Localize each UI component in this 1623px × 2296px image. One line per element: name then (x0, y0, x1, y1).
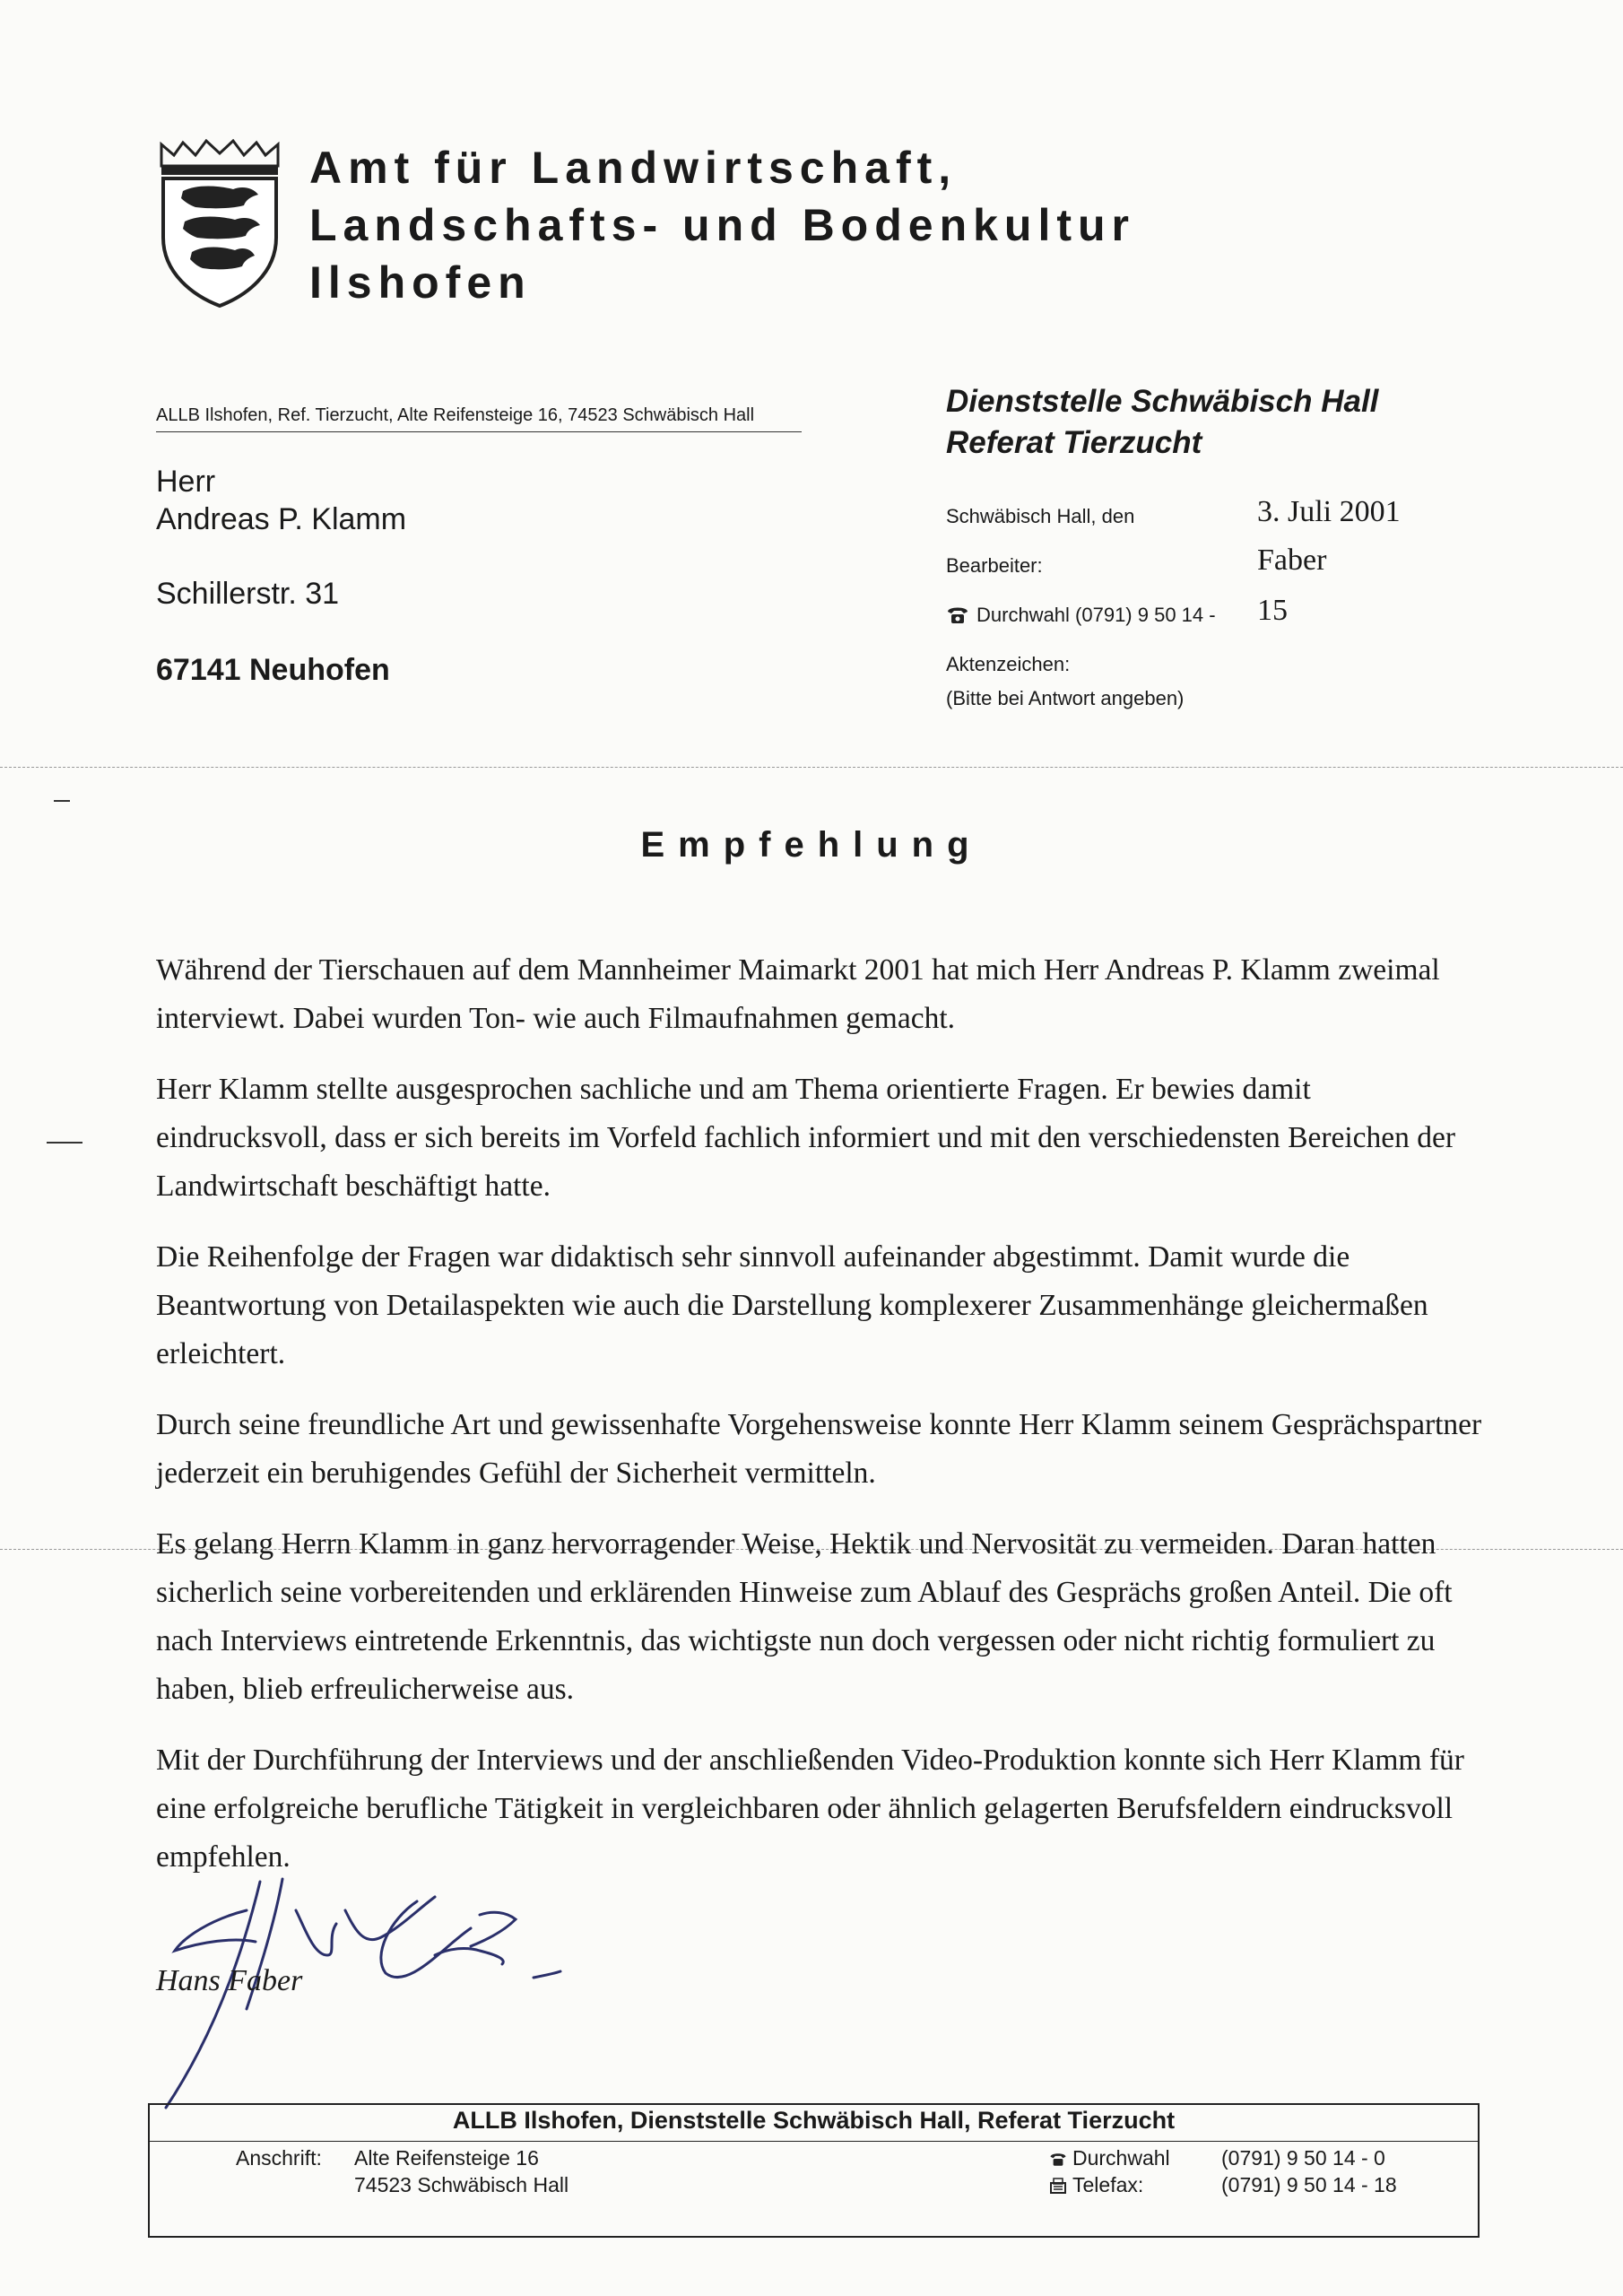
body-paragraph-6: Mit der Durchführung der Interviews und der anschließenden Video-Produktion konnte sich Herr Klamm für eine erfolgreiche berufliche Tätigkeit in vergleichbaren oder ähnlich gelagerten Berufsfeldern eindrucksvoll empfehlen. (156, 1744, 1464, 1874)
margin-mark (47, 1142, 82, 1144)
recipient-city: 67141 Neuhofen (156, 653, 390, 687)
letter-body (156, 946, 1483, 1904)
recipient-street: Schillerstr. 31 (156, 577, 340, 611)
baden-wuerttemberg-crest-icon (156, 139, 283, 309)
office-line-2: Referat Tierzucht (946, 425, 1202, 460)
body-paragraph-1: Während der Tierschauen auf dem Mannheimer Maimarkt 2001 hat mich Herr Andreas P. Klamm zweimal interviewt. Dabei wurden Ton- wie auch Filmaufnahmen gemacht. (156, 953, 1440, 1035)
fax-icon (1049, 2178, 1067, 2194)
clerk-name: Faber (1257, 544, 1327, 577)
margin-mark (54, 800, 70, 802)
letter-heading: Empfehlung (640, 825, 983, 865)
handwritten-signature (148, 1874, 578, 2126)
body-paragraph-4: Durch seine freundliche Art und gewissenhafte Vorgehensweise konnte Herr Klamm seinem Gesprächspartner jederzeit ein beruhigendes Gefühl der Sicherheit vermitteln. (156, 1408, 1482, 1490)
recipient-name: Andreas P. Klamm (156, 502, 407, 536)
footer-phone-label: Durchwahl (1072, 2146, 1170, 2170)
return-address-line: ALLB Ilshofen, Ref. Tierzucht, Alte Reifensteige 16, 74523 Schwäbisch Hall (156, 405, 802, 432)
footer-box (148, 2103, 1480, 2238)
footer-fax-number: (0791) 9 50 14 - 18 (1221, 2173, 1397, 2196)
org-title-line-2: Landschafts- und Bodenkultur (309, 200, 1135, 250)
footer-address-label: Anschrift: (236, 2146, 322, 2170)
body-paragraph-3: Die Reihenfolge der Fragen war didaktisch sehr sinnvoll aufeinander abgestimmt. Damit wurde die Beantwortung von Detailaspekten wie auch die Darstellung komplexerer Zusammenhänge gleichermaßen erleichtert. (156, 1240, 1428, 1370)
footer-title: ALLB Ilshofen, Dienststelle Schwäbisch Hall, Referat Tierzucht (452, 2107, 1176, 2134)
phone-extension-row (946, 604, 1216, 627)
telephone-icon (946, 604, 969, 624)
footer-fax-row (1049, 2173, 1143, 2197)
phone-extension-label: Durchwahl (0791) 9 50 14 - (976, 604, 1216, 626)
org-title-line-3: Ilshofen (309, 257, 532, 308)
telephone-icon (1049, 2151, 1067, 2167)
office-line-1: Dienststelle Schwäbisch Hall (946, 384, 1379, 419)
file-reference-note: (Bitte bei Antwort angeben) (946, 687, 1185, 709)
footer-street: Alte Reifensteige 16 (354, 2146, 539, 2170)
footer-phone-row (1049, 2146, 1170, 2170)
place-date-label: Schwäbisch Hall, den (946, 505, 1135, 527)
body-paragraph-5: Es gelang Herrn Klamm in ganz hervorragender Weise, Hektik und Nervosität zu vermeiden. Daran hatten sicherlich seine vorbereitenden und erklärenden Hinweise zum Ablauf des Gesprächs großen Anteil. Die oft nach Interviews eintretende Erkenntnis, das wichtigste nun doch vergessen oder nicht richtig formuliert zu haben, blieb erfreulicherweise aus. (156, 1527, 1453, 1706)
letter-date: 3. Juli 2001 (1257, 495, 1401, 528)
signer-name: Hans Faber (156, 1964, 303, 1997)
clerk-label: Bearbeiter: (946, 554, 1043, 577)
footer-city: 74523 Schwäbisch Hall (354, 2173, 569, 2196)
file-reference-label: Aktenzeichen: (946, 653, 1071, 675)
body-paragraph-2: Herr Klamm stellte ausgesprochen sachliche und am Thema orientierte Fragen. Er bewies damit eindrucksvoll, dass er sich bereits im Vorfeld fachlich informiert und mit den verschiedensten Bereichen der Landwirtschaft beschäftigt hatte. (156, 1073, 1456, 1203)
footer-fax-label: Telefax: (1072, 2173, 1144, 2196)
fold-line (0, 767, 1623, 768)
recipient-salutation: Herr (156, 465, 216, 499)
phone-extension-number: 15 (1257, 594, 1288, 627)
org-title-line-1: Amt für Landwirtschaft, (309, 143, 958, 193)
office-block (946, 381, 1378, 464)
footer-divider (150, 2141, 1478, 2142)
footer-phone-number: (0791) 9 50 14 - 0 (1221, 2146, 1385, 2170)
organization-title (309, 139, 1135, 311)
